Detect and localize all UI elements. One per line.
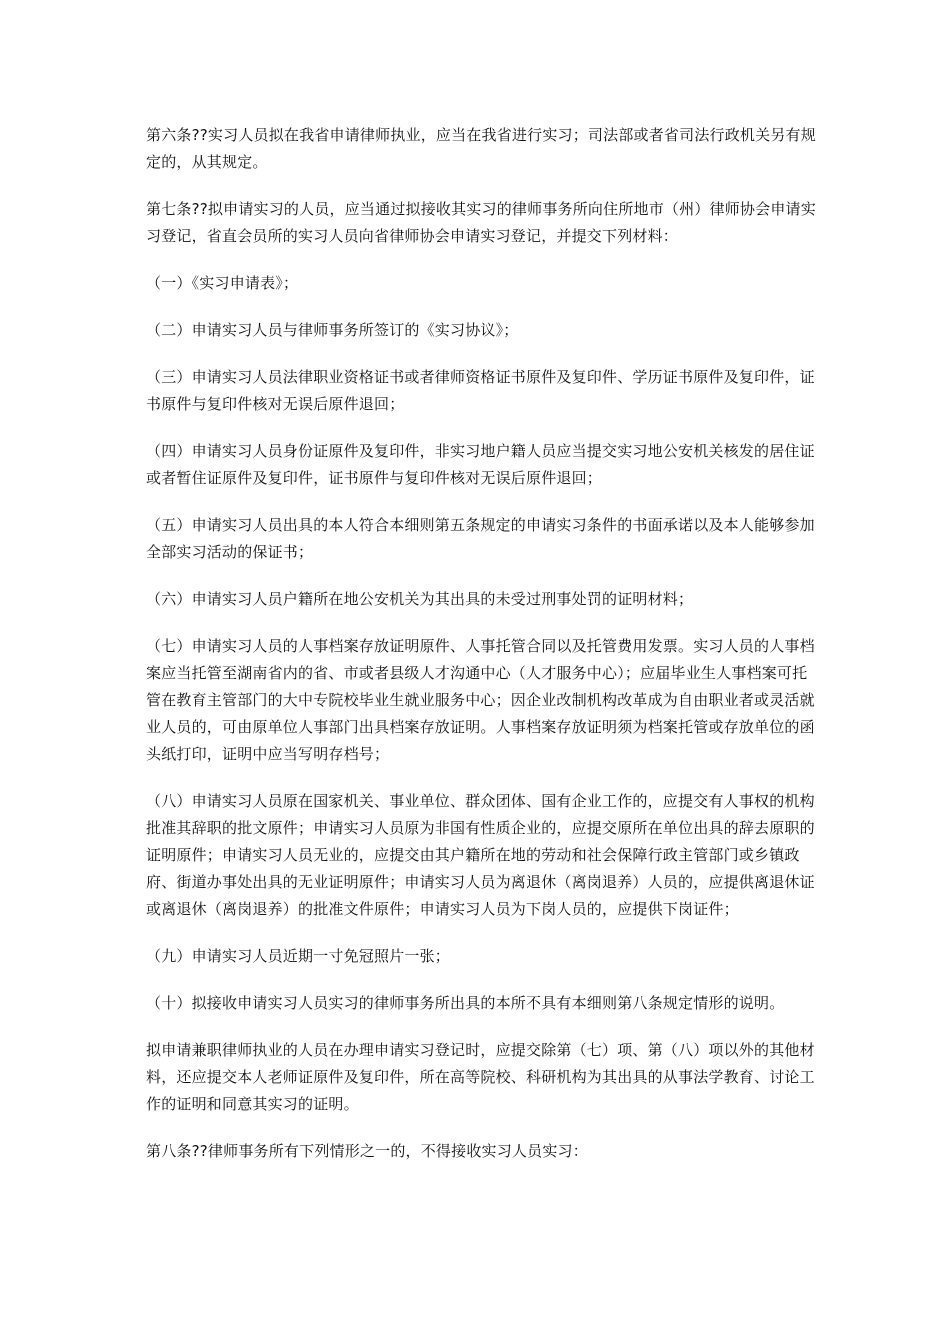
list-item-7: （七）申请实习人员的人事档案存放证明原件、人事托管合同以及托管费用发票。实习人员的人事档案应当托管至湖南省内的省、市或者县级人才沟通中心（人才服务中心）；应届毕业生人事档案可托管在教育主管部门的大中专院校毕业生就业服务中心；因企业改制机构改革成为自由职业者或灵活就业人员的，可由原单位人事部门出具档案存放证明。人事档案存放证明须为档案托管或存放单位的函头纸打印，证明中应当写明存档号； <box>146 637 815 763</box>
list-item-2: （二）申请实习人员与律师事务所签订的《实习协议》； <box>146 321 519 339</box>
list-item-3: （三）申请实习人员法律职业资格证书或者律师资格证书原件及复印件、学历证书原件及复印件，证书原件与复印件核对无误后原件退回； <box>146 368 815 413</box>
list-item-5: （五）申请实习人员出具的本人符合本细则第五条规定的申请实习条件的书面承诺以及本人能够参加全部实习活动的保证书； <box>146 516 815 561</box>
article-6-paragraph: 第六条??实习人员拟在我省申请律师执业，应当在我省进行实习；司法部或者省司法行政机关另有规定的，从其规定。 <box>146 126 816 171</box>
article-8-paragraph: 第八条??律师事务所有下列情形之一的，不得接收实习人员实习： <box>146 1142 588 1160</box>
list-item-8: （八）申请实习人员原在国家机关、事业单位、群众团体、国有企业工作的，应提交有人事权的机构批准其辞职的批文原件；申请实习人员原为非国有性质企业的，应提交原所在单位出具的辞去原职的证明原件；申请实习人员无业的，应提交由其户籍所在地的劳动和社会保障行政主管部门或乡镇政府、街道办事处出具的无业证明原件；申请实习人员为离退休（离岗退养）人员的，应提供离退休证或离退休（离岗退养）的批准文件原件；申请实习人员为下岗人员的，应提供下岗证件； <box>146 792 815 918</box>
article-7-paragraph: 第七条??拟申请实习的人员，应当通过拟接收其实习的律师事务所向住所地市（州）律师协会申请实习登记，省直会员所的实习人员向省律师协会申请实习登记，并提交下列材料： <box>146 200 816 245</box>
list-item-9: （九）申请实习人员近期一寸免冠照片一张； <box>146 947 451 965</box>
list-item-1: （一）《实习申请表》； <box>146 274 299 292</box>
part-time-lawyer-paragraph: 拟申请兼职律师执业的人员在办理申请实习登记时，应提交除第（七）项、第（八）项以外的其他材料，还应提交本人老师证原件及复印件，所在高等院校、科研机构为其出具的从事法学教育、讨论工作的证明和同意其实习的证明。 <box>146 1041 815 1113</box>
list-item-10: （十）拟接收申请实习人员实习的律师事务所出具的本所不具有本细则第八条规定情形的说明。 <box>146 994 785 1012</box>
list-item-6: （六）申请实习人员户籍所在地公安机关为其出具的未受过刑事处罚的证明材料； <box>146 590 694 608</box>
list-item-4: （四）申请实习人员身份证原件及复印件，非实习地户籍人员应当提交实习地公安机关核发的居住证或者暂住证原件及复印件，证书原件与复印件核对无误后原件退回； <box>146 442 815 487</box>
document-body <box>146 122 816 1185</box>
